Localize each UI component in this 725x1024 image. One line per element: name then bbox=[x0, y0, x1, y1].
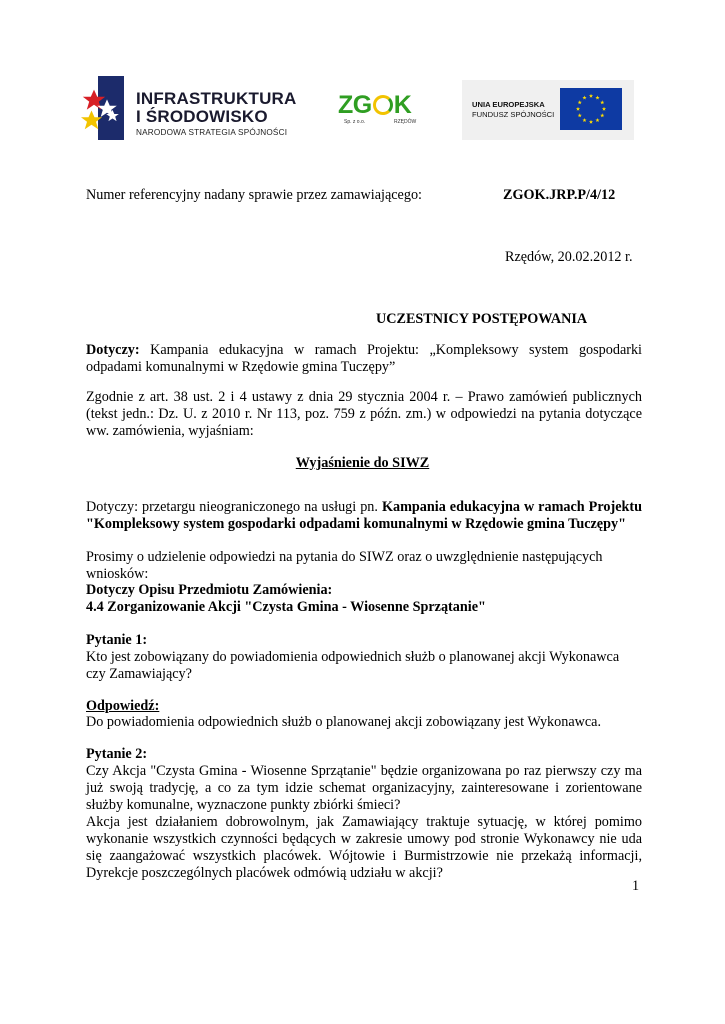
logo-zgok-text2: K bbox=[393, 91, 412, 119]
opis-line1: Dotyczy Opisu Przedmiotu Zamówienia: bbox=[86, 582, 333, 598]
q1-label: Pytanie 1: bbox=[86, 632, 148, 648]
logo-eu-line2: FUNDUSZ SPÓJNOŚCI bbox=[472, 110, 555, 119]
ref-value: ZGOK.JRP.P/4/12 bbox=[503, 187, 616, 203]
eu-flag-icon bbox=[560, 88, 622, 130]
q2-text: Czy Akcja "Czysta Gmina - Wiosenne Sprzątanie" będzie organizowana po raz pierwszy czy ma już swoją tradycję, a co za tym idzie schemat organizacyjny, zainteresowane i zorientowane służby komunalne, wyznaczone punkty zbiórki śmieci? bbox=[86, 763, 642, 813]
dotyczy-text: Kampania edukacyjna w ramach Projektu: „Kompleksowy system gospodarki odpadami komunalnymi w Rzędowie gmina Tuczępy” bbox=[86, 342, 642, 375]
logo-zgok bbox=[338, 92, 420, 132]
logo-infrastruktura bbox=[78, 74, 298, 144]
logo-zgok-text: ZG bbox=[338, 91, 372, 119]
logo-ie-line1: INFRASTRUKTURA bbox=[136, 89, 297, 108]
a1-text: Do powiadomienia odpowiednich służb o planowanej akcji zobowiązany jest Wykonawca. bbox=[86, 714, 602, 730]
page-number: 1 bbox=[632, 878, 640, 894]
logo-eu-line1: UNIA EUROPEJSKA bbox=[472, 100, 545, 109]
przetarg-paragraph bbox=[86, 499, 642, 533]
q1-text: Kto jest zobowiązany do powiadomienia odpowiednich służb o planowanej akcji Wykonawca czy Zamawiający? bbox=[86, 649, 620, 682]
section-title: Wyjaśnienie do SIWZ bbox=[295, 455, 430, 471]
logo-ie-line2: I ŚRODOWISKO bbox=[136, 107, 268, 126]
doc-title: UCZESTNICY POSTĘPOWANIA bbox=[376, 311, 588, 327]
opis-line2: 4.4 Zorganizowanie Akcji "Czysta Gmina - Wiosenne Sprzątanie" bbox=[86, 599, 486, 615]
przetarg-bold: Kampania edukacyjna w ramach Projektu "Kompleksowy system gospodarki odpadami komunalnymi w Rzędowie gmina Tuczępy" bbox=[86, 499, 642, 532]
logo-zgok-sub2: RZĘDÓW bbox=[394, 119, 417, 125]
a1-label: Odpowiedź: bbox=[86, 698, 160, 714]
logo-zgok-sub: Sp. z o.o. bbox=[344, 119, 366, 125]
logo-eu bbox=[462, 80, 634, 140]
ref-label: Numer referencyjny nadany sprawie przez zamawiającego: bbox=[86, 187, 422, 203]
zgodnie-paragraph: Zgodnie z art. 38 ust. 2 i 4 ustawy z dnia 29 stycznia 2004 r. – Prawo zamówień publicznych (tekst jedn.: Dz. U. z 2010 r. Nr 113, poz. 759 z późn. zm.) w odpowiedzi na pytania dotyczące ww. zamówienia, wyjaśniam: bbox=[86, 389, 642, 439]
q2-label: Pytanie 2: bbox=[86, 746, 148, 762]
przetarg-plain: Dotyczy: przetargu nieograniczonego na usługi pn. bbox=[86, 499, 382, 515]
star-flag-icon bbox=[80, 76, 128, 140]
logo-ie-line3: NARODOWA STRATEGIA SPÓJNOŚCI bbox=[136, 128, 288, 137]
dotyczy-paragraph bbox=[86, 342, 642, 376]
q2-text2: Akcja jest działaniem dobrowolnym, jak Zamawiający traktuje sytuację, w której pomimo wykonanie wszystkich czynności będących w zakresie umowy pod stronie Wykonawcy nie uda się zaangażować wszystkich placówek. Wójtowie i Burmistrzowie nie przekażą informacji, Dyrekcje poszczególnych placówek odmówią udziału w akcji? bbox=[86, 814, 642, 881]
prosimy-paragraph: Prosimy o udzielenie odpowiedzi na pytania do SIWZ oraz o uwzględnienie następujących wniosków: bbox=[86, 549, 603, 582]
recycle-icon bbox=[373, 95, 393, 115]
place-date: Rzędów, 20.02.2012 r. bbox=[505, 249, 633, 265]
dotyczy-label: Dotyczy: bbox=[86, 342, 140, 358]
